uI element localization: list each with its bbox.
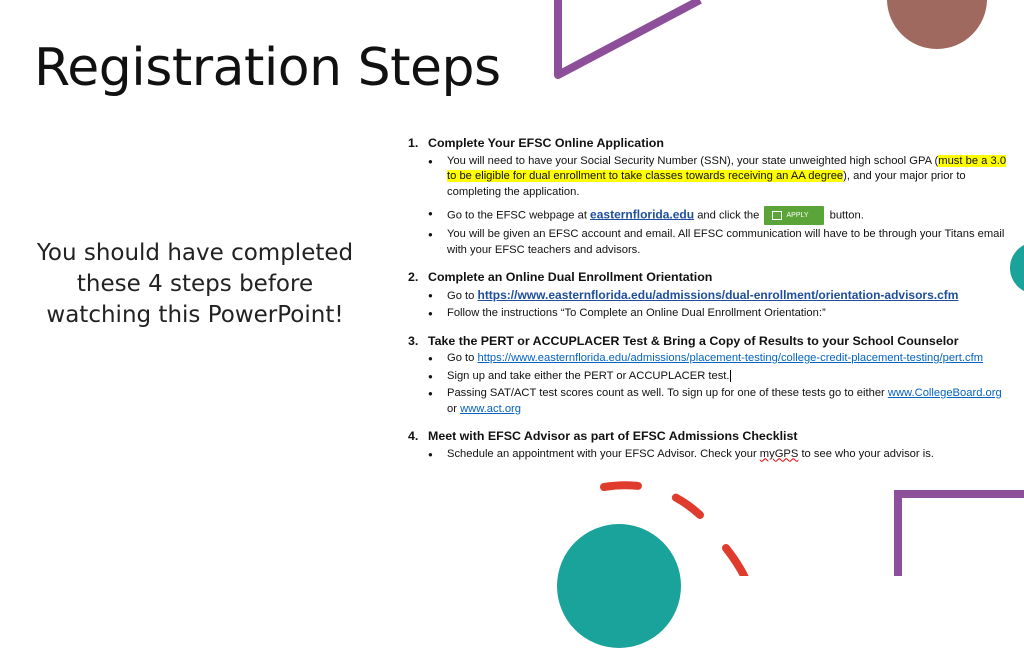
apply-button-label: APPLY <box>786 212 809 219</box>
bullet-text: Schedule an appointment with your EFSC Advisor. Check your <box>447 447 757 460</box>
bullet-text: or <box>447 402 457 415</box>
list-item <box>428 154 1008 201</box>
list-item <box>428 206 1008 225</box>
step-number: 3. <box>408 333 419 348</box>
step-number: 2. <box>408 270 419 284</box>
step-3 <box>408 334 1008 418</box>
bullet-text: Sign up and take either the PERT or ACCUPLACER test. <box>447 369 730 382</box>
step-heading: Meet with EFSC Advisor as part of EFSC Admissions Checklist <box>428 429 798 443</box>
bullet-text: button. <box>829 209 864 222</box>
step-1 <box>408 136 1008 258</box>
pert-testing-link[interactable]: https://www.easternflorida.edu/admissions/placement-testing/college-credit-placement-testing/pert.cfm <box>477 352 984 364</box>
slide-subtitle: You should have completed these 4 steps before watching this PowerPoint! <box>36 240 354 328</box>
step-2 <box>408 270 1008 322</box>
list-item <box>428 351 1008 367</box>
mauve-circle-shape <box>887 0 987 49</box>
act-link[interactable]: www.act.org <box>460 402 521 415</box>
bullet-text: Passing SAT/ACT test scores count as well. To sign up for one of these tests go to either <box>447 387 885 399</box>
step-heading: Take the PERT or ACCUPLACER Test & Bring a Copy of Results to your School Counselor <box>428 333 959 348</box>
step-number: 4. <box>408 429 419 443</box>
list-item: ● You will be given an EFSC account and email. All EFSC communication will have to be through your Titans email with your EFSC teachers and advisors. <box>428 227 1008 258</box>
step-heading: Complete Your EFSC Online Application <box>428 136 664 150</box>
orientation-link[interactable]: https://www.easternflorida.edu/admissions/dual-enrollment/orientation-advisors.cfm <box>477 287 959 302</box>
easternflorida-link[interactable]: easternflorida.edu <box>590 207 695 222</box>
list-item <box>428 369 1008 385</box>
bullet-text: You will need to have your Social Security Number (SSN), your state unweighted high school GPA ( <box>447 154 939 167</box>
step-number: 1. <box>408 136 419 150</box>
text-cursor <box>730 370 731 382</box>
bullet-text: Go to <box>447 289 475 302</box>
list-item <box>428 386 1008 417</box>
bullet-text: to see who your advisor is. <box>801 447 934 460</box>
list-item <box>428 288 1008 305</box>
bullet-text: and click the <box>697 209 760 222</box>
edit-icon <box>772 211 782 220</box>
bullet-text: Go to <box>447 352 475 364</box>
bullet-text: ), and your major prior to completing the application. <box>447 170 966 198</box>
highlighted-gpa-requirement: must be a 3.0 to be eligible for dual enrollment to take classes towards receiving an AA degree <box>447 154 1007 182</box>
step-4 <box>408 429 1008 462</box>
mygps-text: myGPS <box>759 447 799 460</box>
bullet-text: Go to the EFSC webpage at <box>447 209 587 222</box>
step-heading: Complete an Online Dual Enrollment Orientation <box>428 270 713 284</box>
teal-half-circle-right <box>1010 242 1024 294</box>
collegeboard-link[interactable]: www.CollegeBoard.org <box>887 387 1002 399</box>
purple-square-outline <box>898 494 1024 576</box>
list-item <box>428 447 1008 463</box>
apply-button[interactable] <box>764 206 824 225</box>
slide-title: Registration Steps <box>34 38 501 98</box>
registration-document <box>408 136 1008 474</box>
teal-half-circle-bottom <box>557 524 681 648</box>
list-item: ● Follow the instructions “To Complete an Online Dual Enrollment Orientation:” <box>428 306 1008 322</box>
red-dashed-arc <box>604 485 700 515</box>
